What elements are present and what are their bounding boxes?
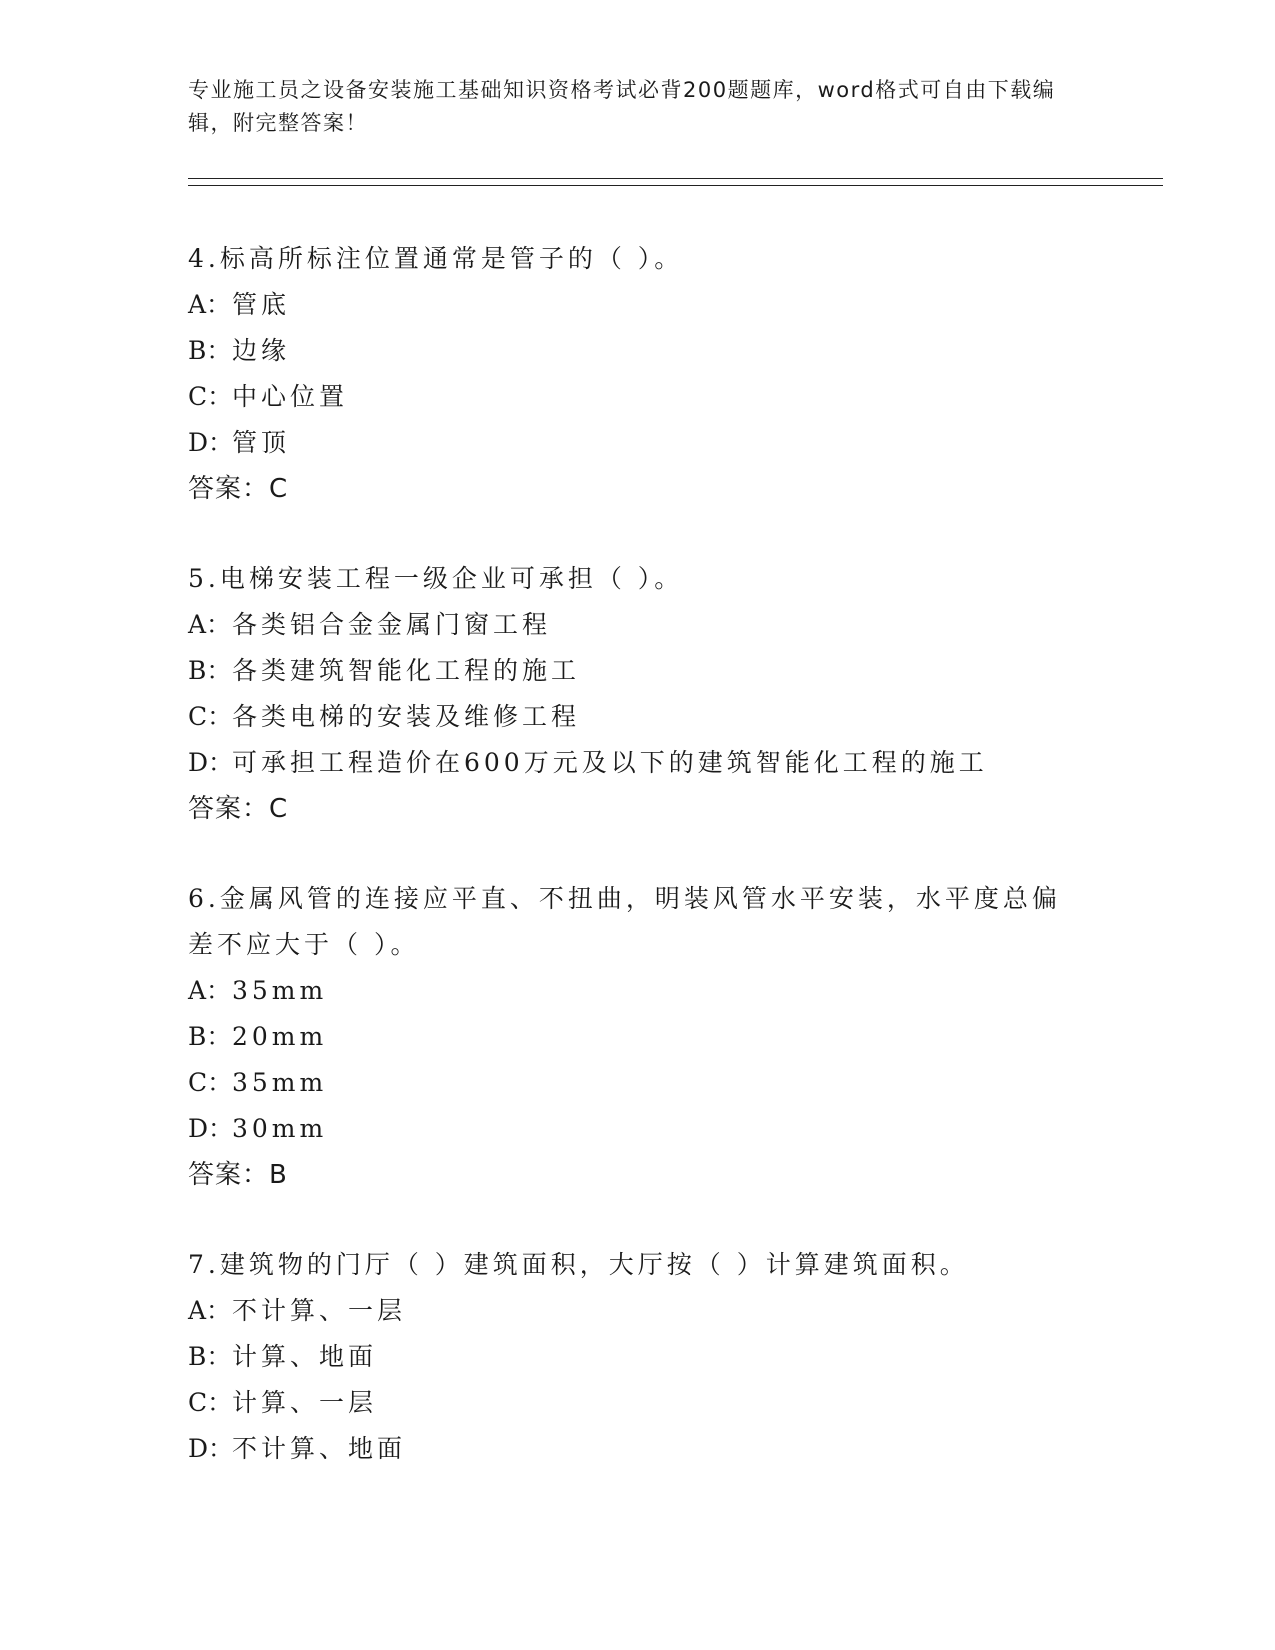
option-b — [188, 648, 1088, 694]
option-text: 中心位置 — [232, 382, 349, 411]
option-text: 不计算、地面 — [232, 1434, 407, 1463]
option-letter: A： — [188, 1296, 232, 1325]
header-divider — [188, 178, 1163, 186]
document-title: 专业施工员之设备安装施工基础知识资格考试必背200题题库，word格式可自由下载编辑，附完整答案！ — [188, 78, 1056, 135]
question-text: 4.标高所标注位置通常是管子的（ ）。 — [188, 244, 684, 273]
option-text: 各类电梯的安装及维修工程 — [232, 702, 581, 731]
option-text: 计算、一层 — [232, 1388, 378, 1417]
option-text: 边缘 — [232, 336, 291, 365]
option-text: 可承担工程造价在600万元及以下的建筑智能化工程的施工 — [232, 748, 988, 777]
option-b — [188, 1334, 1088, 1380]
option-c — [188, 374, 1088, 420]
option-letter: B： — [188, 656, 232, 685]
option-letter: C： — [188, 702, 233, 731]
option-text: 各类建筑智能化工程的施工 — [232, 656, 581, 685]
option-letter: C： — [188, 382, 233, 411]
question-item — [188, 236, 1088, 512]
option-a — [188, 1288, 1088, 1334]
option-text: 计算、地面 — [232, 1342, 378, 1371]
option-text: 35mm — [232, 976, 328, 1005]
question-item — [188, 1242, 1088, 1472]
option-letter: B： — [188, 336, 232, 365]
option-text: 管底 — [232, 290, 291, 319]
option-text: 不计算、一层 — [232, 1296, 407, 1325]
option-letter: D： — [188, 1434, 234, 1463]
question-item — [188, 876, 1088, 1198]
question-text: 6.金属风管的连接应平直、不扭曲，明装风管水平安装，水平度总偏差不应大于（ ）。 — [188, 884, 1061, 959]
option-letter: A： — [188, 290, 232, 319]
option-letter: B： — [188, 1342, 232, 1371]
question-text: 5.电梯安装工程一级企业可承担（ ）。 — [188, 564, 684, 593]
question-list — [188, 236, 1088, 1516]
option-letter: C： — [188, 1388, 233, 1417]
option-c — [188, 1060, 1088, 1106]
option-letter: C： — [188, 1068, 233, 1097]
option-a — [188, 968, 1088, 1014]
option-b — [188, 328, 1088, 374]
option-c — [188, 1380, 1088, 1426]
question-text: 7.建筑物的门厅（ ）建筑面积，大厅按（ ）计算建筑面积。 — [188, 1250, 969, 1279]
option-text: 管顶 — [232, 428, 291, 457]
option-letter: A： — [188, 976, 232, 1005]
option-letter: D： — [188, 748, 234, 777]
option-text: 各类铝合金金属门窗工程 — [232, 610, 552, 639]
answer-line: 答案：C — [188, 794, 289, 824]
option-d — [188, 1426, 1088, 1472]
answer-line: 答案：C — [188, 474, 289, 504]
question-item — [188, 556, 1088, 832]
option-letter: D： — [188, 1114, 234, 1143]
option-text: 35mm — [232, 1068, 328, 1097]
option-a — [188, 602, 1088, 648]
option-d — [188, 1106, 1088, 1152]
option-letter: B： — [188, 1022, 232, 1051]
option-b — [188, 1014, 1088, 1060]
option-text: 30mm — [232, 1114, 328, 1143]
option-letter: D： — [188, 428, 234, 457]
option-a — [188, 282, 1088, 328]
option-c — [188, 694, 1088, 740]
option-d — [188, 420, 1088, 466]
option-text: 20mm — [232, 1022, 328, 1051]
option-d — [188, 740, 1088, 786]
option-letter: A： — [188, 610, 232, 639]
document-header — [188, 74, 1088, 140]
answer-line: 答案：B — [188, 1160, 288, 1190]
